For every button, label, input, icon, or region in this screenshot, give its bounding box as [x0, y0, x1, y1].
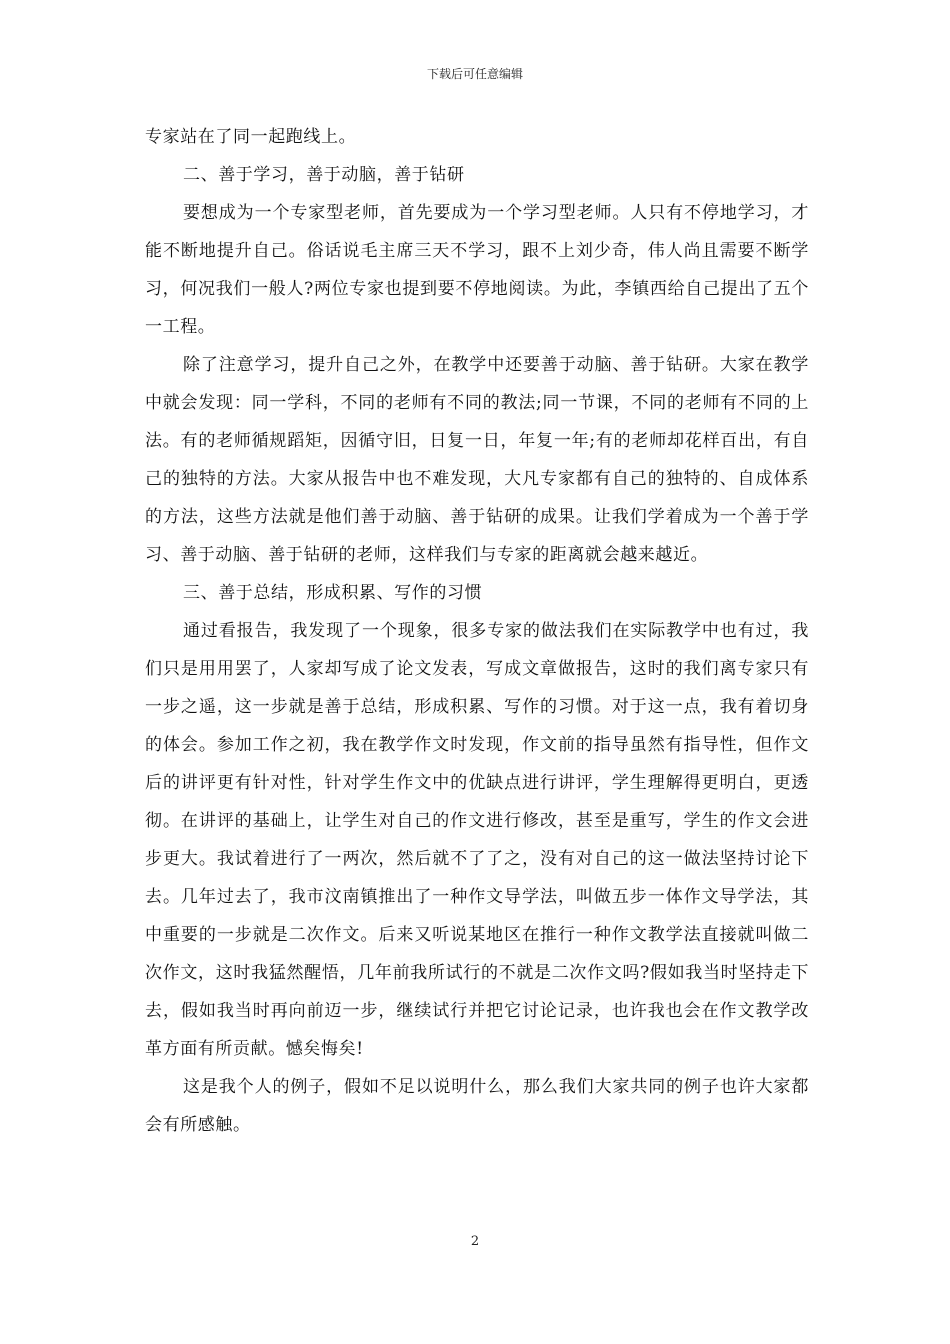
document-body	[145, 118, 809, 1144]
paragraph: 这是我个人的例子，假如不足以说明什么，那么我们大家共同的例子也许大家都会有所感触。	[145, 1077, 809, 1135]
page-number: 2	[470, 1234, 480, 1249]
paragraph: 要想成为一个专家型老师，首先要成为一个学习型老师。人只有不停地学习，才能不断地提升自己。俗话说毛主席三天不学习，跟不上刘少奇，伟人尚且需要不断学习，何况我们一般人?两位专家也提到要不停地阅读。为此，李镇西给自己提出了五个一工程。	[145, 203, 809, 337]
paragraph: 通过看报告，我发现了一个现象，很多专家的做法我们在实际教学中也有过，我们只是用用罢了，人家却写成了论文发表，写成文章做报告，这时的我们离专家只有一步之遥，这一步就是善于总结，形成积累、写作的习惯。对于这一点，我有着切身的体会。参加工作之初，我在教学作文时发现，作文前的指导虽然有指导性，但作文后的讲评更有针对性，针对学生作文中的优缺点进行讲评，学生理解得更明白，更透彻。在讲评的基础上，让学生对自己的作文进行修改，甚至是重写，学生的作文会进步更大。我试着进行了一两次，然后就不了了之，没有对自己的这一做法坚持讨论下去。几年过去了，我市汶南镇推出了一种作文导学法，叫做五步一体作文导学法，其中重要的一步就是二次作文。后来又听说某地区在推行一种作文教学法直接就叫做二次作文，这时我猛然醒悟，几年前我所试行的不就是二次作文吗?假如我当时坚持走下去，假如我当时再向前迈一步，继续试行并把它讨论记录，也许我也会在作文教学改革方面有所贡献。憾矣悔矣!	[145, 621, 809, 1059]
page-header: 下载后可任意编辑	[426, 67, 523, 81]
section-heading-2: 二、善于学习，善于动脑，善于钻研	[183, 165, 465, 185]
section-heading-3: 三、善于总结，形成积累、写作的习惯	[183, 583, 483, 603]
paragraph-continuation: 专家站在了同一起跑线上。	[145, 127, 357, 147]
paragraph: 除了注意学习，提升自己之外，在教学中还要善于动脑、善于钻研。大家在教学中就会发现：同一学科，不同的老师有不同的教法;同一节课，不同的老师有不同的上法。有的老师循规蹈矩，因循守旧，日复一日，年复一年;有的老师却花样百出，有自己的独特的方法。大家从报告中也不难发现，大凡专家都有自己的独特的、自成体系的方法，这些方法就是他们善于动脑、善于钻研的成果。让我们学着成为一个善于学习、善于动脑、善于钻研的老师，这样我们与专家的距离就会越来越近。	[145, 355, 809, 565]
